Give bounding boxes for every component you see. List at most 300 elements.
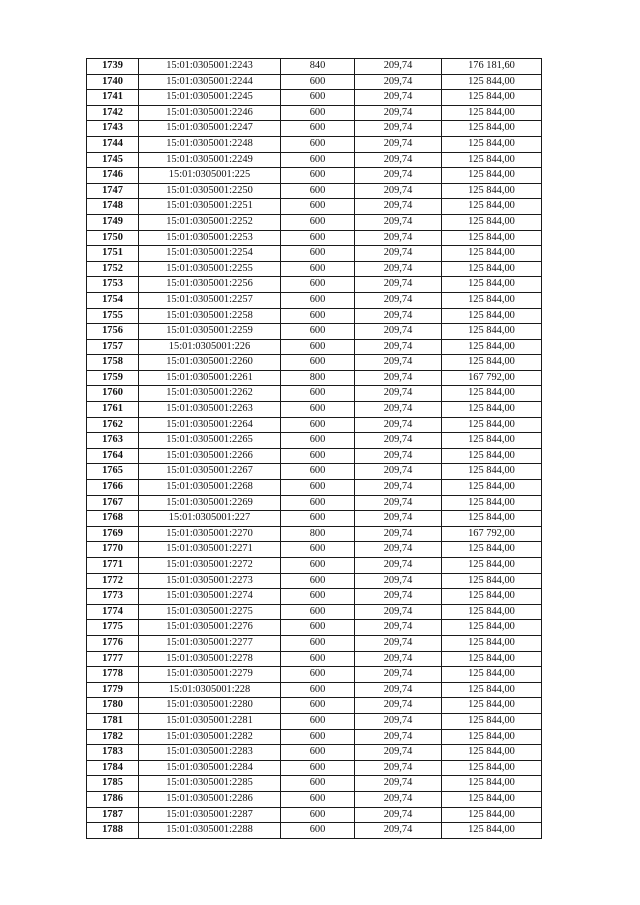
table-row <box>87 183 542 199</box>
row-number-cell: 1771 <box>87 558 139 574</box>
rate-cell: 209,74 <box>355 776 442 792</box>
cadastral-number-cell: 15:01:0305001:225 <box>139 168 281 184</box>
cadastral-number-cell: 15:01:0305001:2266 <box>139 448 281 464</box>
area-cell: 840 <box>281 59 355 75</box>
row-number-cell: 1770 <box>87 542 139 558</box>
rate-cell: 209,74 <box>355 698 442 714</box>
rate-cell: 209,74 <box>355 214 442 230</box>
area-cell: 600 <box>281 698 355 714</box>
table-row <box>87 464 542 480</box>
table-row <box>87 589 542 605</box>
amount-cell: 125 844,00 <box>442 542 542 558</box>
cadastral-number-cell: 15:01:0305001:2269 <box>139 495 281 511</box>
table-row <box>87 105 542 121</box>
table-row <box>87 620 542 636</box>
table-row <box>87 261 542 277</box>
amount-cell: 167 792,00 <box>442 370 542 386</box>
row-number-cell: 1774 <box>87 604 139 620</box>
rate-cell: 209,74 <box>355 74 442 90</box>
area-cell: 600 <box>281 495 355 511</box>
cadastral-number-cell: 15:01:0305001:2252 <box>139 214 281 230</box>
table-row <box>87 713 542 729</box>
amount-cell: 125 844,00 <box>442 324 542 340</box>
table-row <box>87 417 542 433</box>
cadastral-number-cell: 15:01:0305001:2280 <box>139 698 281 714</box>
area-cell: 600 <box>281 355 355 371</box>
row-number-cell: 1753 <box>87 277 139 293</box>
area-cell: 600 <box>281 791 355 807</box>
cadastral-number-cell: 15:01:0305001:2246 <box>139 105 281 121</box>
row-number-cell: 1769 <box>87 526 139 542</box>
area-cell: 600 <box>281 74 355 90</box>
cadastral-number-cell: 15:01:0305001:227 <box>139 511 281 527</box>
amount-cell: 125 844,00 <box>442 136 542 152</box>
amount-cell: 125 844,00 <box>442 308 542 324</box>
table-row <box>87 402 542 418</box>
amount-cell: 125 844,00 <box>442 511 542 527</box>
rate-cell: 209,74 <box>355 230 442 246</box>
table-row <box>87 308 542 324</box>
amount-cell: 125 844,00 <box>442 277 542 293</box>
cadastral-number-cell: 15:01:0305001:2277 <box>139 635 281 651</box>
amount-cell: 125 844,00 <box>442 402 542 418</box>
row-number-cell: 1758 <box>87 355 139 371</box>
cadastral-number-cell: 15:01:0305001:2278 <box>139 651 281 667</box>
amount-cell: 125 844,00 <box>442 698 542 714</box>
rate-cell: 209,74 <box>355 542 442 558</box>
table-row <box>87 558 542 574</box>
area-cell: 600 <box>281 542 355 558</box>
amount-cell: 125 844,00 <box>442 417 542 433</box>
amount-cell: 125 844,00 <box>442 589 542 605</box>
amount-cell: 125 844,00 <box>442 246 542 262</box>
cadastral-number-cell: 15:01:0305001:2283 <box>139 745 281 761</box>
row-number-cell: 1752 <box>87 261 139 277</box>
area-cell: 600 <box>281 589 355 605</box>
amount-cell: 125 844,00 <box>442 604 542 620</box>
table-row <box>87 511 542 527</box>
table-row <box>87 480 542 496</box>
rate-cell: 209,74 <box>355 589 442 605</box>
rate-cell: 209,74 <box>355 760 442 776</box>
rate-cell: 209,74 <box>355 791 442 807</box>
table-row <box>87 246 542 262</box>
row-number-cell: 1778 <box>87 667 139 683</box>
area-cell: 600 <box>281 168 355 184</box>
amount-cell: 125 844,00 <box>442 339 542 355</box>
area-cell: 600 <box>281 183 355 199</box>
table-row <box>87 823 542 839</box>
amount-cell: 125 844,00 <box>442 261 542 277</box>
table-row <box>87 74 542 90</box>
table-row <box>87 667 542 683</box>
area-cell: 600 <box>281 558 355 574</box>
area-cell: 800 <box>281 370 355 386</box>
cadastral-number-cell: 15:01:0305001:2255 <box>139 261 281 277</box>
rate-cell: 209,74 <box>355 90 442 106</box>
rate-cell: 209,74 <box>355 511 442 527</box>
rate-cell: 209,74 <box>355 417 442 433</box>
rate-cell: 209,74 <box>355 667 442 683</box>
table-row <box>87 791 542 807</box>
area-cell: 800 <box>281 526 355 542</box>
amount-cell: 125 844,00 <box>442 121 542 137</box>
rate-cell: 209,74 <box>355 308 442 324</box>
rate-cell: 209,74 <box>355 495 442 511</box>
table-row <box>87 635 542 651</box>
rate-cell: 209,74 <box>355 386 442 402</box>
area-cell: 600 <box>281 292 355 308</box>
row-number-cell: 1784 <box>87 760 139 776</box>
table-row <box>87 682 542 698</box>
rate-cell: 209,74 <box>355 277 442 293</box>
amount-cell: 125 844,00 <box>442 292 542 308</box>
table-row <box>87 651 542 667</box>
cadastral-number-cell: 15:01:0305001:2263 <box>139 402 281 418</box>
rate-cell: 209,74 <box>355 823 442 839</box>
area-cell: 600 <box>281 651 355 667</box>
area-cell: 600 <box>281 136 355 152</box>
row-number-cell: 1739 <box>87 59 139 75</box>
cadastral-number-cell: 15:01:0305001:2249 <box>139 152 281 168</box>
cadastral-number-cell: 15:01:0305001:2267 <box>139 464 281 480</box>
amount-cell: 125 844,00 <box>442 620 542 636</box>
row-number-cell: 1777 <box>87 651 139 667</box>
area-cell: 600 <box>281 667 355 683</box>
row-number-cell: 1786 <box>87 791 139 807</box>
amount-cell: 125 844,00 <box>442 480 542 496</box>
row-number-cell: 1762 <box>87 417 139 433</box>
rate-cell: 209,74 <box>355 464 442 480</box>
rate-cell: 209,74 <box>355 526 442 542</box>
cadastral-number-cell: 15:01:0305001:2287 <box>139 807 281 823</box>
cadastral-number-cell: 15:01:0305001:2271 <box>139 542 281 558</box>
table-row <box>87 729 542 745</box>
table-row <box>87 292 542 308</box>
row-number-cell: 1788 <box>87 823 139 839</box>
area-cell: 600 <box>281 261 355 277</box>
amount-cell: 125 844,00 <box>442 667 542 683</box>
table-row <box>87 433 542 449</box>
cadastral-number-cell: 15:01:0305001:2257 <box>139 292 281 308</box>
area-cell: 600 <box>281 635 355 651</box>
amount-cell: 125 844,00 <box>442 823 542 839</box>
row-number-cell: 1764 <box>87 448 139 464</box>
row-number-cell: 1785 <box>87 776 139 792</box>
rate-cell: 209,74 <box>355 682 442 698</box>
amount-cell: 125 844,00 <box>442 745 542 761</box>
area-cell: 600 <box>281 339 355 355</box>
cadastral-number-cell: 15:01:0305001:2274 <box>139 589 281 605</box>
cadastral-number-cell: 15:01:0305001:2285 <box>139 776 281 792</box>
cadastral-number-cell: 15:01:0305001:2260 <box>139 355 281 371</box>
row-number-cell: 1768 <box>87 511 139 527</box>
area-cell: 600 <box>281 433 355 449</box>
table-row <box>87 807 542 823</box>
amount-cell: 125 844,00 <box>442 74 542 90</box>
row-number-cell: 1780 <box>87 698 139 714</box>
area-cell: 600 <box>281 464 355 480</box>
cadastral-number-cell: 15:01:0305001:2288 <box>139 823 281 839</box>
rate-cell: 209,74 <box>355 199 442 215</box>
table-row <box>87 199 542 215</box>
land-plot-table <box>86 58 542 839</box>
table-body <box>87 59 542 839</box>
row-number-cell: 1775 <box>87 620 139 636</box>
row-number-cell: 1742 <box>87 105 139 121</box>
row-number-cell: 1760 <box>87 386 139 402</box>
area-cell: 600 <box>281 121 355 137</box>
table-row <box>87 745 542 761</box>
rate-cell: 209,74 <box>355 370 442 386</box>
area-cell: 600 <box>281 230 355 246</box>
rate-cell: 209,74 <box>355 246 442 262</box>
area-cell: 600 <box>281 199 355 215</box>
cadastral-number-cell: 15:01:0305001:2286 <box>139 791 281 807</box>
cadastral-number-cell: 15:01:0305001:2276 <box>139 620 281 636</box>
cadastral-number-cell: 15:01:0305001:2253 <box>139 230 281 246</box>
amount-cell: 125 844,00 <box>442 682 542 698</box>
cadastral-number-cell: 15:01:0305001:2268 <box>139 480 281 496</box>
rate-cell: 209,74 <box>355 355 442 371</box>
area-cell: 600 <box>281 745 355 761</box>
row-number-cell: 1744 <box>87 136 139 152</box>
area-cell: 600 <box>281 402 355 418</box>
row-number-cell: 1740 <box>87 74 139 90</box>
rate-cell: 209,74 <box>355 745 442 761</box>
table-row <box>87 760 542 776</box>
row-number-cell: 1759 <box>87 370 139 386</box>
table-row <box>87 355 542 371</box>
cadastral-number-cell: 15:01:0305001:2264 <box>139 417 281 433</box>
rate-cell: 209,74 <box>355 635 442 651</box>
table-row <box>87 168 542 184</box>
rate-cell: 209,74 <box>355 729 442 745</box>
rate-cell: 209,74 <box>355 324 442 340</box>
area-cell: 600 <box>281 573 355 589</box>
row-number-cell: 1745 <box>87 152 139 168</box>
row-number-cell: 1749 <box>87 214 139 230</box>
row-number-cell: 1750 <box>87 230 139 246</box>
amount-cell: 125 844,00 <box>442 635 542 651</box>
rate-cell: 209,74 <box>355 183 442 199</box>
amount-cell: 125 844,00 <box>442 168 542 184</box>
rate-cell: 209,74 <box>355 573 442 589</box>
row-number-cell: 1748 <box>87 199 139 215</box>
area-cell: 600 <box>281 246 355 262</box>
cadastral-number-cell: 15:01:0305001:2247 <box>139 121 281 137</box>
cadastral-number-cell: 15:01:0305001:2262 <box>139 386 281 402</box>
row-number-cell: 1756 <box>87 324 139 340</box>
rate-cell: 209,74 <box>355 261 442 277</box>
row-number-cell: 1767 <box>87 495 139 511</box>
cadastral-number-cell: 15:01:0305001:2256 <box>139 277 281 293</box>
table-row <box>87 542 542 558</box>
row-number-cell: 1787 <box>87 807 139 823</box>
row-number-cell: 1754 <box>87 292 139 308</box>
area-cell: 600 <box>281 386 355 402</box>
rate-cell: 209,74 <box>355 558 442 574</box>
amount-cell: 125 844,00 <box>442 230 542 246</box>
cadastral-number-cell: 15:01:0305001:2281 <box>139 713 281 729</box>
row-number-cell: 1751 <box>87 246 139 262</box>
table-row <box>87 448 542 464</box>
rate-cell: 209,74 <box>355 651 442 667</box>
rate-cell: 209,74 <box>355 448 442 464</box>
amount-cell: 125 844,00 <box>442 791 542 807</box>
area-cell: 600 <box>281 277 355 293</box>
table-row <box>87 386 542 402</box>
cadastral-number-cell: 15:01:0305001:2244 <box>139 74 281 90</box>
cadastral-number-cell: 15:01:0305001:2275 <box>139 604 281 620</box>
row-number-cell: 1783 <box>87 745 139 761</box>
cadastral-number-cell: 15:01:0305001:2261 <box>139 370 281 386</box>
area-cell: 600 <box>281 760 355 776</box>
rate-cell: 209,74 <box>355 620 442 636</box>
row-number-cell: 1781 <box>87 713 139 729</box>
rate-cell: 209,74 <box>355 807 442 823</box>
rate-cell: 209,74 <box>355 168 442 184</box>
row-number-cell: 1746 <box>87 168 139 184</box>
rate-cell: 209,74 <box>355 480 442 496</box>
area-cell: 600 <box>281 90 355 106</box>
row-number-cell: 1773 <box>87 589 139 605</box>
rate-cell: 209,74 <box>355 59 442 75</box>
table-row <box>87 526 542 542</box>
row-number-cell: 1776 <box>87 635 139 651</box>
row-number-cell: 1772 <box>87 573 139 589</box>
amount-cell: 125 844,00 <box>442 464 542 480</box>
row-number-cell: 1763 <box>87 433 139 449</box>
table-row <box>87 277 542 293</box>
rate-cell: 209,74 <box>355 604 442 620</box>
amount-cell: 125 844,00 <box>442 651 542 667</box>
table-row <box>87 59 542 75</box>
rate-cell: 209,74 <box>355 713 442 729</box>
table-row <box>87 214 542 230</box>
amount-cell: 125 844,00 <box>442 199 542 215</box>
area-cell: 600 <box>281 713 355 729</box>
cadastral-number-cell: 15:01:0305001:2250 <box>139 183 281 199</box>
row-number-cell: 1765 <box>87 464 139 480</box>
amount-cell: 125 844,00 <box>442 729 542 745</box>
cadastral-number-cell: 15:01:0305001:228 <box>139 682 281 698</box>
area-cell: 600 <box>281 214 355 230</box>
table-row <box>87 495 542 511</box>
amount-cell: 167 792,00 <box>442 526 542 542</box>
cadastral-number-cell: 15:01:0305001:2265 <box>139 433 281 449</box>
table-row <box>87 121 542 137</box>
rate-cell: 209,74 <box>355 339 442 355</box>
row-number-cell: 1743 <box>87 121 139 137</box>
area-cell: 600 <box>281 604 355 620</box>
amount-cell: 125 844,00 <box>442 807 542 823</box>
row-number-cell: 1782 <box>87 729 139 745</box>
row-number-cell: 1757 <box>87 339 139 355</box>
row-number-cell: 1747 <box>87 183 139 199</box>
area-cell: 600 <box>281 152 355 168</box>
amount-cell: 125 844,00 <box>442 90 542 106</box>
table-row <box>87 136 542 152</box>
amount-cell: 125 844,00 <box>442 105 542 121</box>
area-cell: 600 <box>281 105 355 121</box>
amount-cell: 125 844,00 <box>442 573 542 589</box>
table-row <box>87 604 542 620</box>
area-cell: 600 <box>281 480 355 496</box>
row-number-cell: 1766 <box>87 480 139 496</box>
area-cell: 600 <box>281 308 355 324</box>
cadastral-number-cell: 15:01:0305001:2259 <box>139 324 281 340</box>
amount-cell: 125 844,00 <box>442 433 542 449</box>
cadastral-number-cell: 15:01:0305001:2282 <box>139 729 281 745</box>
amount-cell: 176 181,60 <box>442 59 542 75</box>
row-number-cell: 1761 <box>87 402 139 418</box>
area-cell: 600 <box>281 729 355 745</box>
area-cell: 600 <box>281 682 355 698</box>
area-cell: 600 <box>281 823 355 839</box>
cadastral-number-cell: 15:01:0305001:2279 <box>139 667 281 683</box>
rate-cell: 209,74 <box>355 105 442 121</box>
table-row <box>87 152 542 168</box>
amount-cell: 125 844,00 <box>442 386 542 402</box>
cadastral-number-cell: 15:01:0305001:2273 <box>139 573 281 589</box>
amount-cell: 125 844,00 <box>442 214 542 230</box>
area-cell: 600 <box>281 324 355 340</box>
area-cell: 600 <box>281 620 355 636</box>
table-row <box>87 90 542 106</box>
amount-cell: 125 844,00 <box>442 558 542 574</box>
row-number-cell: 1779 <box>87 682 139 698</box>
rate-cell: 209,74 <box>355 433 442 449</box>
area-cell: 600 <box>281 417 355 433</box>
amount-cell: 125 844,00 <box>442 183 542 199</box>
amount-cell: 125 844,00 <box>442 355 542 371</box>
table-row <box>87 324 542 340</box>
rate-cell: 209,74 <box>355 152 442 168</box>
amount-cell: 125 844,00 <box>442 495 542 511</box>
area-cell: 600 <box>281 448 355 464</box>
cadastral-number-cell: 15:01:0305001:2284 <box>139 760 281 776</box>
table-row <box>87 339 542 355</box>
cadastral-number-cell: 15:01:0305001:2270 <box>139 526 281 542</box>
amount-cell: 125 844,00 <box>442 760 542 776</box>
rate-cell: 209,74 <box>355 136 442 152</box>
cadastral-number-cell: 15:01:0305001:2254 <box>139 246 281 262</box>
table-row <box>87 230 542 246</box>
table-row <box>87 370 542 386</box>
cadastral-number-cell: 15:01:0305001:2245 <box>139 90 281 106</box>
cadastral-number-cell: 15:01:0305001:226 <box>139 339 281 355</box>
cadastral-number-cell: 15:01:0305001:2258 <box>139 308 281 324</box>
area-cell: 600 <box>281 807 355 823</box>
rate-cell: 209,74 <box>355 292 442 308</box>
row-number-cell: 1755 <box>87 308 139 324</box>
area-cell: 600 <box>281 511 355 527</box>
amount-cell: 125 844,00 <box>442 448 542 464</box>
table-row <box>87 573 542 589</box>
table-row <box>87 698 542 714</box>
rate-cell: 209,74 <box>355 402 442 418</box>
cadastral-number-cell: 15:01:0305001:2251 <box>139 199 281 215</box>
cadastral-number-cell: 15:01:0305001:2243 <box>139 59 281 75</box>
row-number-cell: 1741 <box>87 90 139 106</box>
amount-cell: 125 844,00 <box>442 776 542 792</box>
cadastral-number-cell: 15:01:0305001:2272 <box>139 558 281 574</box>
amount-cell: 125 844,00 <box>442 713 542 729</box>
rate-cell: 209,74 <box>355 121 442 137</box>
cadastral-number-cell: 15:01:0305001:2248 <box>139 136 281 152</box>
amount-cell: 125 844,00 <box>442 152 542 168</box>
